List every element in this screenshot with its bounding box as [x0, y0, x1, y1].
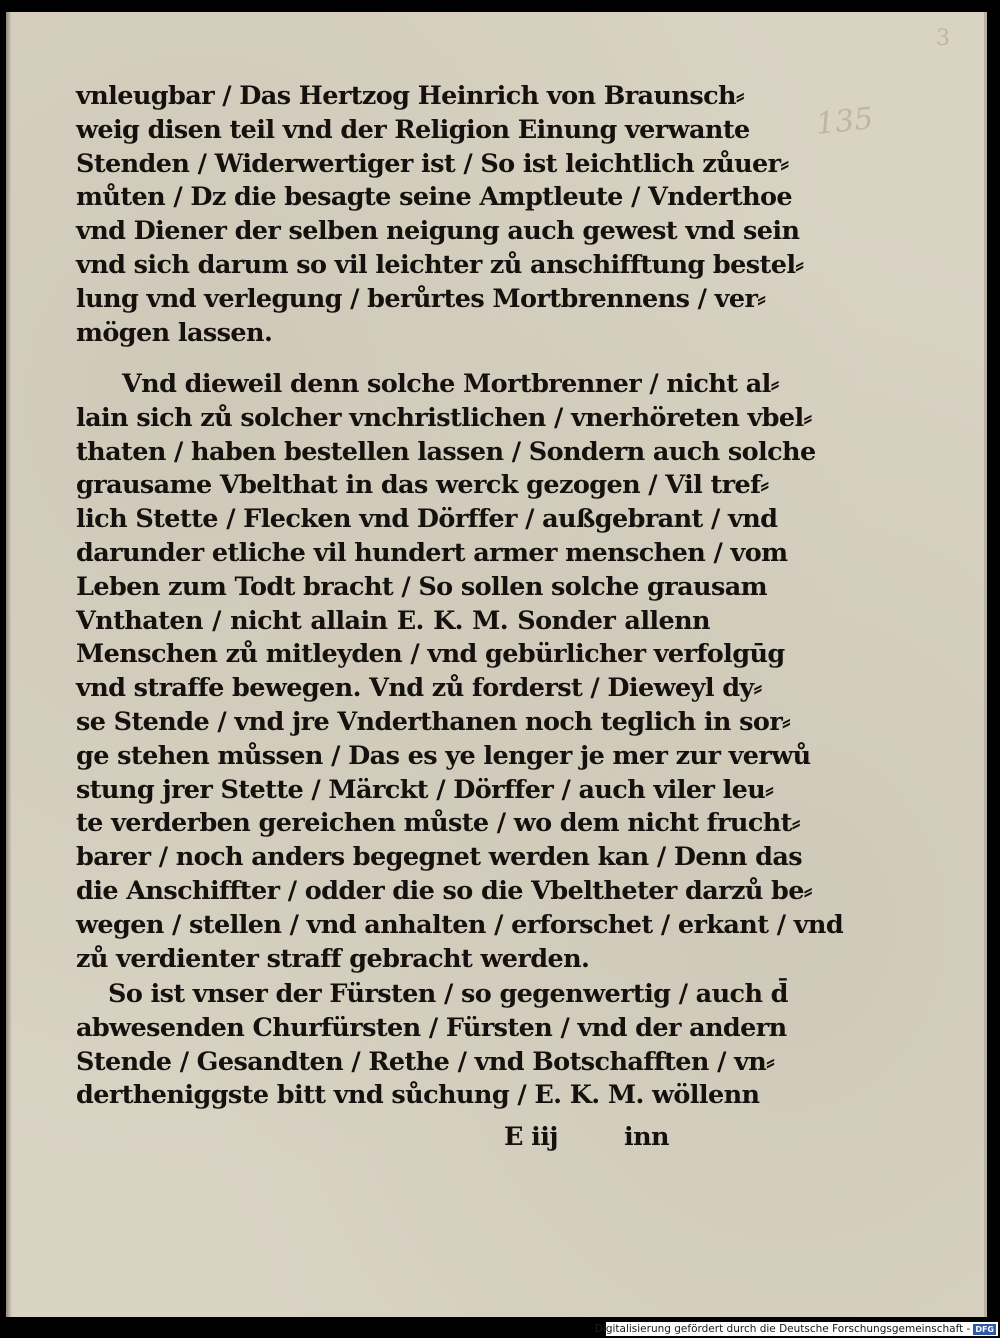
text-line: Leben zum Todt bracht / So sollen solche grausam: [76, 571, 768, 602]
paragraph-1: [76, 80, 804, 350]
text-line: lain sich zů solcher vnchristlichen / vnerhöreten vbel⸗: [76, 402, 812, 433]
text-line: mögen lassen.: [76, 317, 273, 348]
text-line: Menschen zů mitleyden / vnd gebürlicher verfolgūg: [76, 639, 785, 670]
text-line: barer / noch anders begegnet werden kan / Denn das: [76, 842, 803, 873]
text-line: Vnthaten / nicht allain E. K. M. Sonder allenn: [76, 605, 710, 636]
text-line: můten / Dz die besagte seine Amptleute / Vnderthoe: [76, 182, 793, 213]
text-line: grausame Vbelthat in das werck gezogen / Vil tref⸗: [76, 470, 769, 501]
text-line: vnd sich darum so vil leichter zů anschifftung bestel⸗: [76, 249, 804, 280]
text-line: stung jrer Stette / Märckt / Dörffer / auch viler leu⸗: [76, 774, 774, 805]
folio-number: 135: [814, 101, 875, 142]
text-line: lung vnd verlegung / berůrtes Mortbrennens / ver⸗: [76, 283, 766, 314]
text-line: ge stehen můssen / Das es ye lenger je mer zur verwů: [76, 740, 811, 771]
text-line: thaten / haben bestellen lassen / Sondern auch solche: [76, 436, 816, 467]
catchword: inn: [624, 1122, 669, 1152]
text-line: zů verdienter straff gebracht werden.: [76, 943, 590, 974]
text-line: vnleugbar / Das Hertzog Heinrich von Braunsch⸗: [76, 81, 744, 111]
footer-credit: [594, 1322, 998, 1336]
paragraph-3: [76, 978, 788, 1113]
text-line: Stende / Gesandten / Rethe / vnd Botschafften / vn⸗: [76, 1046, 775, 1077]
paragraph-2: [76, 368, 844, 976]
footer-text: Digitalisierung gefördert durch die Deutsche Forschungsgemeinschaft -: [594, 1323, 971, 1335]
text-line: dertheniggste bitt vnd sůchung / E. K. M. wöllenn: [76, 1080, 760, 1111]
text-line: se Stende / vnd jre Vnderthanen noch teglich in sor⸗: [76, 706, 791, 737]
signature-mark: E iij: [504, 1122, 558, 1152]
text-line: lich Stette / Flecken vnd Dörffer / außgebrant / vnd: [76, 504, 778, 535]
text-line: So ist vnser der Fürsten / so gegenwertig / auch d̄: [108, 979, 788, 1009]
text-line: Vnd dieweil denn solche Mortbrenner / nicht al⸗: [122, 369, 779, 399]
text-line: vnd Diener der selben neigung auch gewest vnd sein: [76, 216, 800, 247]
dfg-logo-icon: DFG: [975, 1324, 994, 1334]
text-line: die Anschiffter / odder die so die Vbeltheter darzů be⸗: [76, 875, 812, 906]
text-line: darunder etliche vil hundert armer menschen / vom: [76, 537, 788, 568]
text-line: weig disen teil vnd der Religion Einung verwante: [76, 114, 750, 145]
corner-mark: 3: [936, 26, 950, 51]
text-line: vnd straffe bewegen. Vnd zů forderst / Dieweyl dy⸗: [76, 673, 762, 704]
page-binding-edge: [6, 12, 12, 1317]
text-line: wegen / stellen / vnd anhalten / erforschet / erkant / vnd: [76, 909, 844, 940]
text-line: Stenden / Widerwertiger ist / So ist leichtlich zůuer⸗: [76, 148, 789, 179]
text-line: te verderben gereichen můste / wo dem nicht frucht⸗: [76, 808, 800, 839]
text-line: abwesenden Churfürsten / Fürsten / vnd der andern: [76, 1012, 787, 1043]
